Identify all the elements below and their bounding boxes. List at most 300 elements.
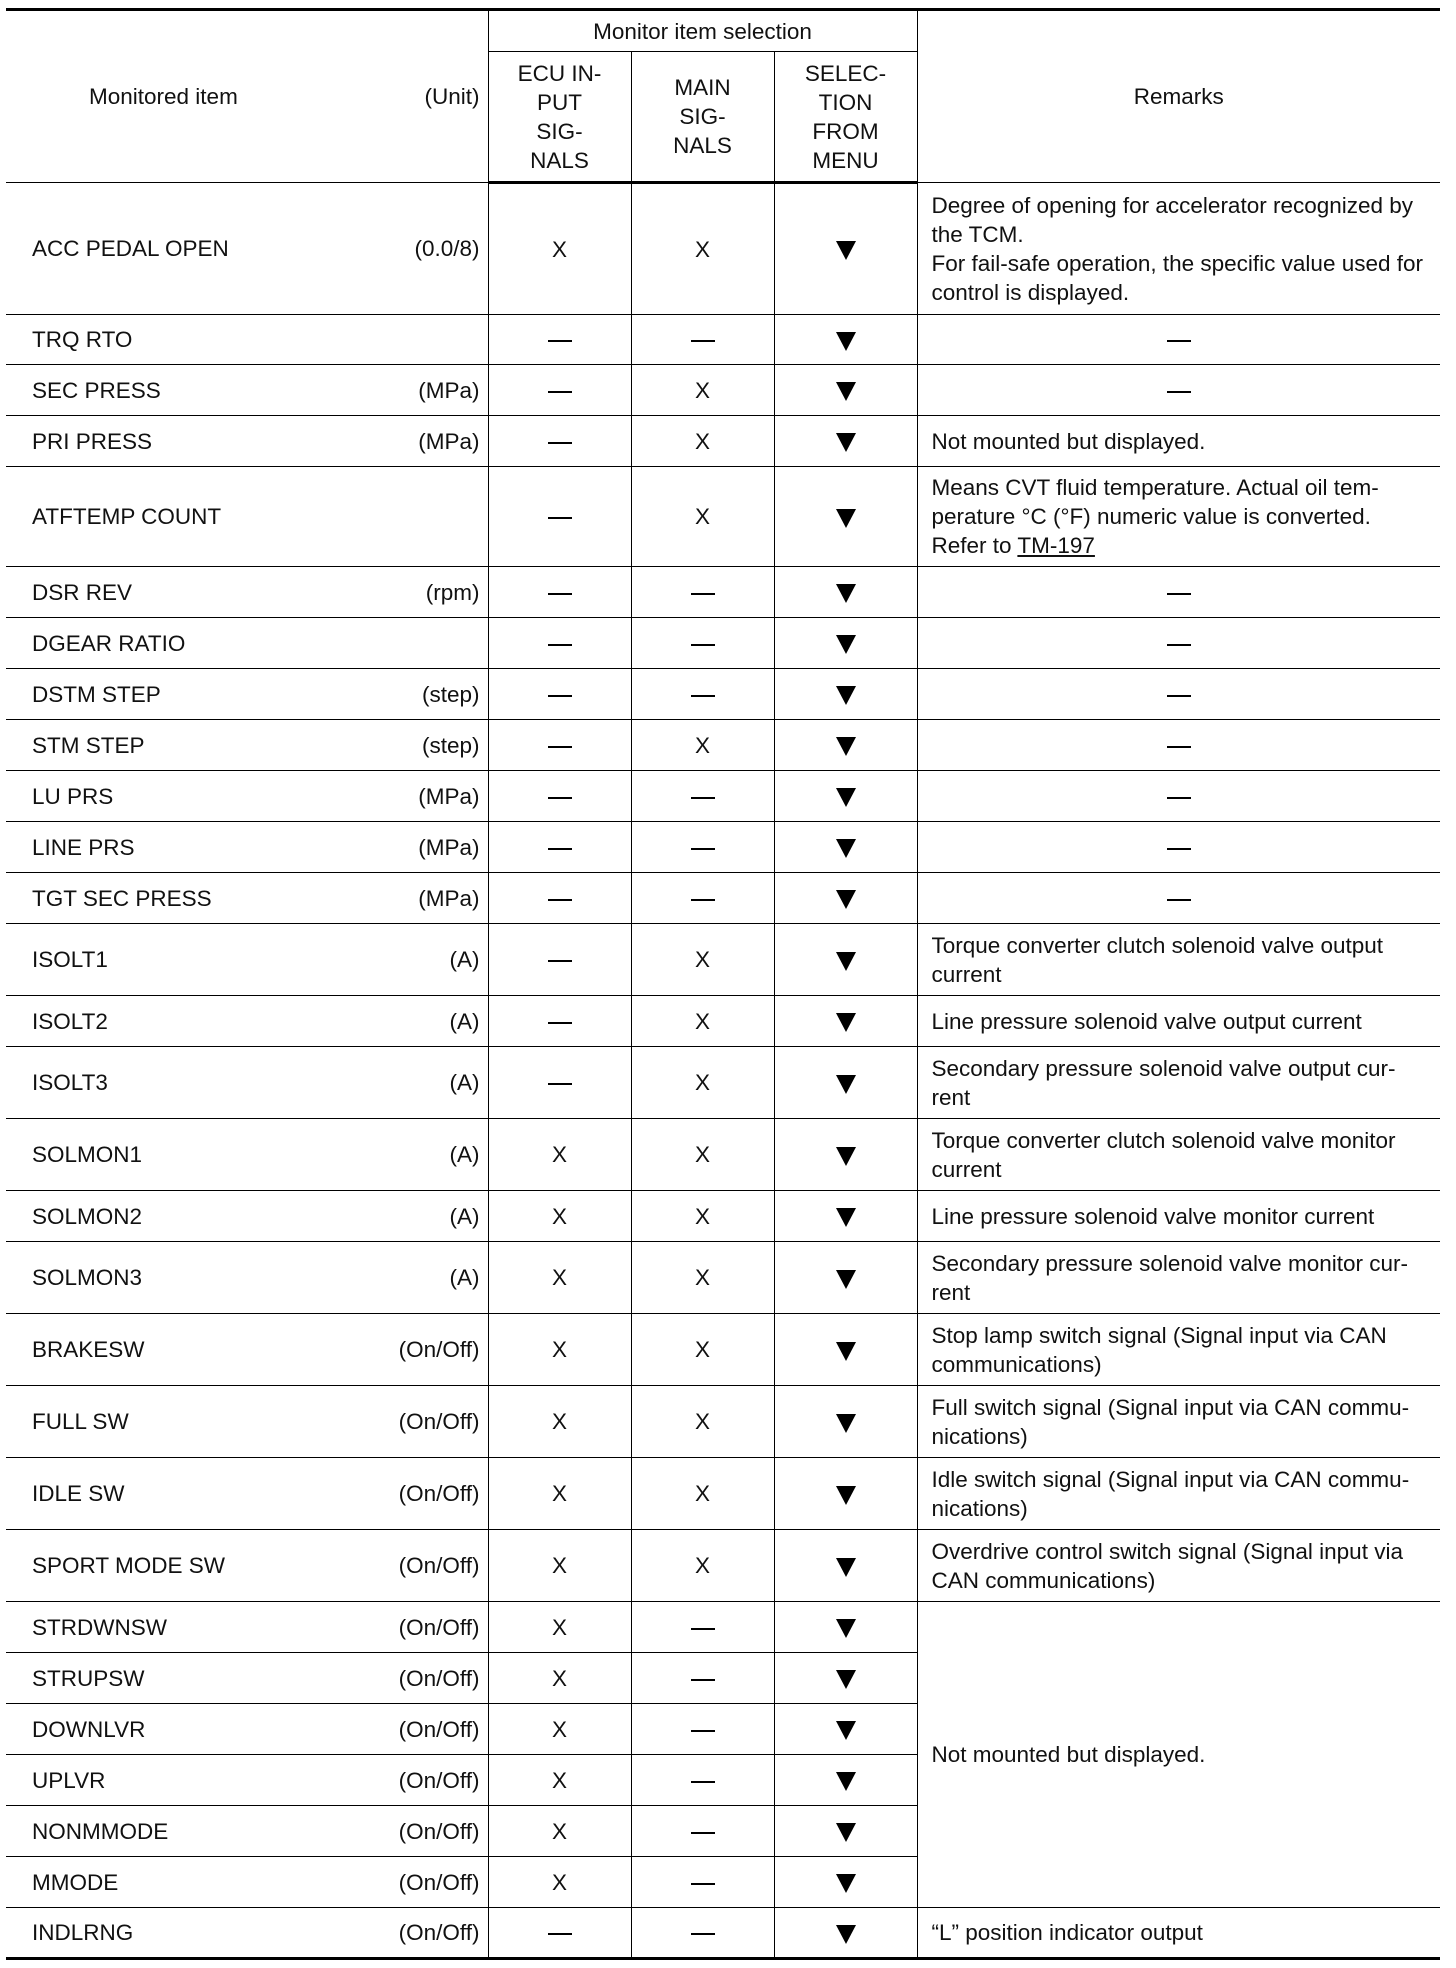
- x-mark: X: [694, 377, 710, 403]
- item-unit: (0.0/8): [414, 236, 480, 261]
- remarks-cell: [917, 567, 1440, 618]
- table-row: [6, 1242, 1440, 1314]
- table-row: [6, 183, 1440, 315]
- dash-mark: [691, 1832, 715, 1834]
- dash-mark: [691, 644, 715, 646]
- x-mark: X: [551, 1614, 567, 1640]
- item-name: ISOLT3: [32, 1070, 108, 1095]
- remarks-cell: [917, 669, 1440, 720]
- menu-cell: [774, 1314, 917, 1386]
- main-cell: [631, 822, 774, 873]
- remarks-cell: [917, 365, 1440, 416]
- item-name: IDLE SW: [32, 1481, 125, 1506]
- menu-cell: [774, 1386, 917, 1458]
- dash-mark: [548, 340, 572, 342]
- main-cell: [631, 1857, 774, 1908]
- remarks-cell: [917, 618, 1440, 669]
- item-name: SOLMON3: [32, 1265, 143, 1290]
- ecu-cell: [488, 1602, 631, 1653]
- item-name: DGEAR RATIO: [32, 630, 186, 656]
- item-unit: (On/Off): [398, 1337, 480, 1362]
- triangle-down-icon: [836, 1147, 856, 1166]
- table-row: [6, 924, 1440, 996]
- item-unit: (step): [421, 732, 480, 758]
- dash-mark: [1167, 797, 1191, 799]
- x-mark: X: [694, 1409, 710, 1434]
- remarks-cell: [917, 822, 1440, 873]
- main-cell: [631, 416, 774, 467]
- menu-cell: [774, 1653, 917, 1704]
- triangle-down-icon: [836, 1208, 856, 1227]
- monitored-item-cell: [6, 1704, 488, 1755]
- dash-mark: [548, 517, 572, 519]
- monitored-item-cell: [6, 669, 488, 720]
- ecu-cell: [488, 1191, 631, 1242]
- remarks-cell: [917, 720, 1440, 771]
- item-name: ACC PEDAL OPEN: [32, 236, 229, 261]
- menu-cell: [774, 1806, 917, 1857]
- monitored-item-cell: [6, 1191, 488, 1242]
- main-cell: [631, 1908, 774, 1959]
- triangle-down-icon: [836, 890, 856, 909]
- remarks-cell: [917, 1191, 1440, 1242]
- remarks-cell: [917, 996, 1440, 1047]
- menu-cell: [774, 1530, 917, 1602]
- item-name: ISOLT2: [32, 1008, 108, 1034]
- table-row: [6, 1314, 1440, 1386]
- item-name: SOLMON1: [32, 1142, 143, 1167]
- menu-cell: [774, 1119, 917, 1191]
- triangle-down-icon: [836, 737, 856, 756]
- header-menu-label: SELEC- TION FROM MENU: [804, 60, 887, 173]
- triangle-down-icon: [836, 1823, 856, 1842]
- triangle-down-icon: [836, 1874, 856, 1893]
- ecu-cell: [488, 365, 631, 416]
- ecu-cell: [488, 669, 631, 720]
- x-mark: X: [694, 1203, 710, 1229]
- x-mark: X: [694, 947, 710, 972]
- ecu-cell: [488, 567, 631, 618]
- table-row: [6, 873, 1440, 924]
- menu-cell: [774, 567, 917, 618]
- main-cell: [631, 1119, 774, 1191]
- item-name: PRI PRESS: [32, 428, 153, 454]
- item-unit: (On/Off): [398, 1665, 480, 1691]
- ecu-cell: [488, 467, 631, 567]
- monitored-item-cell: [6, 618, 488, 669]
- triangle-down-icon: [836, 1342, 856, 1361]
- triangle-down-icon: [836, 1721, 856, 1740]
- menu-cell: [774, 365, 917, 416]
- monitored-item-cell: [6, 1314, 488, 1386]
- dash-mark: [548, 442, 572, 444]
- menu-cell: [774, 618, 917, 669]
- dash-mark: [548, 1933, 572, 1935]
- item-unit: (On/Off): [398, 1767, 480, 1793]
- ecu-cell: [488, 1704, 631, 1755]
- monitored-item-cell: [6, 1908, 488, 1959]
- x-mark: X: [551, 1665, 567, 1691]
- x-mark: X: [694, 428, 710, 454]
- main-cell: [631, 1755, 774, 1806]
- item-name: INDLRNG: [32, 1920, 134, 1945]
- triangle-down-icon: [836, 1486, 856, 1505]
- triangle-down-icon: [836, 241, 856, 260]
- x-mark: X: [694, 1008, 710, 1034]
- remarks-cell: [917, 1047, 1440, 1119]
- ecu-cell: [488, 873, 631, 924]
- main-cell: [631, 1653, 774, 1704]
- header-monitored-item-label: Monitored item: [89, 84, 238, 109]
- monitored-item-cell: [6, 315, 488, 365]
- x-mark: X: [551, 1203, 567, 1229]
- item-name: TRQ RTO: [32, 327, 133, 352]
- main-cell: [631, 873, 774, 924]
- dash-mark: [691, 1730, 715, 1732]
- dash-mark: [1167, 899, 1191, 901]
- item-unit: (A): [449, 1265, 480, 1290]
- item-name: DSTM STEP: [32, 681, 161, 707]
- item-unit: (On/Off): [398, 1614, 480, 1640]
- x-mark: X: [694, 1481, 710, 1506]
- dash-mark: [548, 797, 572, 799]
- monitored-item-cell: [6, 1806, 488, 1857]
- header-main-signals: [631, 52, 774, 183]
- table-row: [6, 416, 1440, 467]
- x-mark: X: [694, 1337, 710, 1362]
- dash-mark: [548, 695, 572, 697]
- item-unit: (On/Off): [398, 1716, 480, 1742]
- dash-mark: [548, 746, 572, 748]
- menu-cell: [774, 720, 917, 771]
- remarks-cell: [917, 183, 1440, 315]
- remarks-cell: [917, 873, 1440, 924]
- main-cell: [631, 618, 774, 669]
- remarks-ref-link[interactable]: TM-197: [1017, 533, 1095, 558]
- monitored-item-cell: [6, 1242, 488, 1314]
- item-name: MMODE: [32, 1869, 119, 1895]
- remarks-text: Not mounted but displayed.: [931, 1742, 1206, 1767]
- ecu-cell: [488, 416, 631, 467]
- ecu-cell: [488, 720, 631, 771]
- table-row: [6, 1047, 1440, 1119]
- table-row: [6, 996, 1440, 1047]
- item-unit: (MPa): [418, 428, 480, 454]
- item-unit: (On/Off): [398, 1409, 480, 1434]
- item-name: LINE PRS: [32, 834, 135, 860]
- header-ecu-label: ECU IN- PUT SIG- NALS: [517, 60, 602, 173]
- menu-cell: [774, 669, 917, 720]
- monitored-item-cell: [6, 822, 488, 873]
- item-unit: (On/Off): [398, 1920, 480, 1945]
- monitored-item-cell: [6, 1857, 488, 1908]
- monitored-item-cell: [6, 416, 488, 467]
- monitor-item-table: [6, 8, 1440, 1960]
- item-name: TGT SEC PRESS: [32, 885, 212, 911]
- main-cell: [631, 567, 774, 618]
- remarks-text: Torque converter clutch solenoid valve monitor current: [931, 1127, 1396, 1182]
- x-mark: X: [551, 1818, 567, 1844]
- monitored-item-cell: [6, 924, 488, 996]
- table-row: [6, 1458, 1440, 1530]
- remarks-text: “L” position indicator output: [931, 1920, 1203, 1945]
- main-cell: [631, 720, 774, 771]
- item-name: STRUPSW: [32, 1665, 145, 1691]
- table-row: [6, 822, 1440, 873]
- item-unit: (MPa): [418, 834, 480, 860]
- main-cell: [631, 1806, 774, 1857]
- triangle-down-icon: [836, 509, 856, 528]
- item-name: STRDWNSW: [32, 1614, 167, 1640]
- item-name: SEC PRESS: [32, 377, 161, 403]
- triangle-down-icon: [836, 839, 856, 858]
- triangle-down-icon: [836, 332, 856, 351]
- triangle-down-icon: [836, 433, 856, 452]
- menu-cell: [774, 1704, 917, 1755]
- dash-mark: [691, 899, 715, 901]
- item-name: DSR REV: [32, 579, 133, 605]
- remarks-text: Secondary pressure solenoid valve output cur- rent: [931, 1055, 1396, 1110]
- item-unit: (MPa): [418, 783, 480, 809]
- monitored-item-cell: [6, 1119, 488, 1191]
- item-unit: (A): [449, 947, 480, 972]
- table-row: [6, 1191, 1440, 1242]
- item-unit: (A): [449, 1203, 480, 1229]
- triangle-down-icon: [836, 584, 856, 603]
- ecu-cell: [488, 1857, 631, 1908]
- dash-mark: [691, 848, 715, 850]
- main-cell: [631, 1458, 774, 1530]
- item-unit: (A): [449, 1008, 480, 1034]
- triangle-down-icon: [836, 1414, 856, 1433]
- ecu-cell: [488, 822, 631, 873]
- ecu-cell: [488, 618, 631, 669]
- x-mark: X: [551, 1869, 567, 1895]
- item-unit: (On/Off): [398, 1481, 480, 1506]
- monitored-item-cell: [6, 1755, 488, 1806]
- triangle-down-icon: [836, 1772, 856, 1791]
- triangle-down-icon: [836, 788, 856, 807]
- menu-cell: [774, 873, 917, 924]
- menu-cell: [774, 467, 917, 567]
- x-mark: X: [551, 1767, 567, 1793]
- main-cell: [631, 1242, 774, 1314]
- x-mark: X: [694, 1553, 710, 1578]
- item-name: NONMMODE: [32, 1818, 169, 1844]
- item-unit: (A): [449, 1142, 480, 1167]
- header-unit-label: (Unit): [424, 84, 480, 109]
- remarks-text-2: For fail-safe operation, the specific value used for control is displayed.: [931, 250, 1424, 305]
- remarks-cell: [917, 1908, 1440, 1959]
- table-row: [6, 1386, 1440, 1458]
- menu-cell: [774, 1191, 917, 1242]
- monitored-item-cell: [6, 996, 488, 1047]
- remarks-cell: [917, 416, 1440, 467]
- item-name: UPLVR: [32, 1767, 106, 1793]
- menu-cell: [774, 1047, 917, 1119]
- item-name: SPORT MODE SW: [32, 1553, 225, 1578]
- header-main-label: MAIN SIG- NALS: [673, 75, 732, 158]
- monitored-item-cell: [6, 1047, 488, 1119]
- remarks-text: Stop lamp switch signal (Signal input via CAN communications): [931, 1322, 1387, 1377]
- remarks-text: Means CVT fluid temperature. Actual oil tem- perature °C (°F) numeric value is converted.: [931, 475, 1379, 529]
- remarks-text: Full switch signal (Signal input via CAN commu- nications): [931, 1394, 1410, 1449]
- remarks-text: Not mounted but displayed.: [931, 428, 1206, 454]
- x-mark: X: [551, 1409, 567, 1434]
- x-mark: X: [551, 236, 567, 262]
- dash-mark: [548, 1022, 572, 1024]
- remarks-cell: [917, 315, 1440, 365]
- main-cell: [631, 1386, 774, 1458]
- dash-mark: [548, 1083, 572, 1085]
- menu-cell: [774, 996, 917, 1047]
- item-unit: (MPa): [418, 885, 480, 911]
- dash-mark: [691, 1628, 715, 1630]
- menu-cell: [774, 183, 917, 315]
- table-row: [6, 467, 1440, 567]
- x-mark: X: [694, 1265, 710, 1290]
- x-mark: X: [551, 1337, 567, 1362]
- x-mark: X: [551, 1142, 567, 1167]
- menu-cell: [774, 1602, 917, 1653]
- ecu-cell: [488, 1119, 631, 1191]
- main-cell: [631, 1530, 774, 1602]
- dash-mark: [548, 391, 572, 393]
- dash-mark: [691, 1781, 715, 1783]
- ecu-cell: [488, 1806, 631, 1857]
- ecu-cell: [488, 1908, 631, 1959]
- triangle-down-icon: [836, 1925, 856, 1944]
- triangle-down-icon: [836, 1558, 856, 1577]
- remarks-cell: [917, 924, 1440, 996]
- item-unit: (On/Off): [398, 1553, 480, 1578]
- table-row: [6, 365, 1440, 416]
- table-row: [6, 315, 1440, 365]
- monitored-item-cell: [6, 1386, 488, 1458]
- table-row: [6, 567, 1440, 618]
- dash-mark: [1167, 695, 1191, 697]
- remarks-cell: [917, 1242, 1440, 1314]
- dash-mark: [1167, 746, 1191, 748]
- header-monitor-item-selection: Monitor item selection: [488, 10, 917, 52]
- main-cell: [631, 771, 774, 822]
- monitored-item-cell: [6, 183, 488, 315]
- remarks-text: Torque converter clutch solenoid valve output current: [931, 932, 1384, 987]
- dash-mark: [691, 593, 715, 595]
- triangle-down-icon: [836, 1270, 856, 1289]
- menu-cell: [774, 1242, 917, 1314]
- remarks-merged-cell: [917, 1602, 1440, 1908]
- item-unit: (A): [449, 1070, 480, 1095]
- dash-mark: [691, 1679, 715, 1681]
- menu-cell: [774, 1857, 917, 1908]
- dash-mark: [548, 644, 572, 646]
- ecu-cell: [488, 1530, 631, 1602]
- main-cell: [631, 1704, 774, 1755]
- item-name: BRAKESW: [32, 1337, 145, 1362]
- dash-mark: [548, 960, 572, 962]
- item-unit: (rpm): [425, 579, 480, 605]
- main-cell: [631, 1314, 774, 1386]
- main-cell: [631, 669, 774, 720]
- triangle-down-icon: [836, 1075, 856, 1094]
- x-mark: X: [551, 1716, 567, 1742]
- remarks-cell: [917, 771, 1440, 822]
- dash-mark: [691, 797, 715, 799]
- ecu-cell: [488, 1755, 631, 1806]
- remarks-text: Overdrive control switch signal (Signal input via CAN communications): [931, 1538, 1403, 1593]
- triangle-down-icon: [836, 382, 856, 401]
- dash-mark: [1167, 391, 1191, 393]
- x-mark: X: [551, 1265, 567, 1290]
- x-mark: X: [694, 504, 710, 529]
- header-selection-from-menu: [774, 52, 917, 183]
- ecu-cell: [488, 1386, 631, 1458]
- x-mark: X: [551, 1553, 567, 1578]
- item-unit: (MPa): [418, 377, 480, 403]
- dash-mark: [548, 899, 572, 901]
- main-cell: [631, 1191, 774, 1242]
- dash-mark: [548, 848, 572, 850]
- table-row: [6, 669, 1440, 720]
- dash-mark: [548, 593, 572, 595]
- main-cell: [631, 1602, 774, 1653]
- x-mark: X: [694, 732, 710, 758]
- monitored-item-cell: [6, 873, 488, 924]
- menu-cell: [774, 1908, 917, 1959]
- remarks-text: Line pressure solenoid valve monitor current: [931, 1203, 1375, 1229]
- menu-cell: [774, 416, 917, 467]
- monitored-item-cell: [6, 1653, 488, 1704]
- monitored-item-cell: [6, 771, 488, 822]
- remarks-text: Idle switch signal (Signal input via CAN commu- nications): [931, 1466, 1410, 1521]
- dash-mark: [691, 340, 715, 342]
- monitored-item-cell: [6, 1530, 488, 1602]
- remarks-cell: [917, 1314, 1440, 1386]
- table-row: [6, 1119, 1440, 1191]
- item-unit: (On/Off): [398, 1869, 480, 1895]
- triangle-down-icon: [836, 952, 856, 971]
- table-row: [6, 720, 1440, 771]
- remarks-cell: [917, 1458, 1440, 1530]
- monitored-item-cell: [6, 567, 488, 618]
- main-cell: [631, 1047, 774, 1119]
- ecu-cell: [488, 1653, 631, 1704]
- ecu-cell: [488, 996, 631, 1047]
- dash-mark: [691, 1883, 715, 1885]
- triangle-down-icon: [836, 1619, 856, 1638]
- ecu-cell: [488, 1458, 631, 1530]
- main-cell: [631, 924, 774, 996]
- ecu-cell: [488, 315, 631, 365]
- header-remarks: Remarks: [917, 10, 1440, 183]
- item-name: ISOLT1: [32, 947, 108, 972]
- x-mark: X: [694, 1142, 710, 1167]
- item-name: SOLMON2: [32, 1203, 143, 1229]
- table-row: [6, 771, 1440, 822]
- remarks-cell: [917, 467, 1440, 567]
- main-cell: [631, 996, 774, 1047]
- remarks-cell: [917, 1530, 1440, 1602]
- remarks-text: Secondary pressure solenoid valve monitor cur- rent: [931, 1250, 1408, 1305]
- monitored-item-cell: [6, 365, 488, 416]
- menu-cell: [774, 1755, 917, 1806]
- dash-mark: [1167, 848, 1191, 850]
- ecu-cell: [488, 924, 631, 996]
- table-body: [6, 183, 1440, 1959]
- main-cell: [631, 183, 774, 315]
- x-mark: X: [694, 236, 710, 262]
